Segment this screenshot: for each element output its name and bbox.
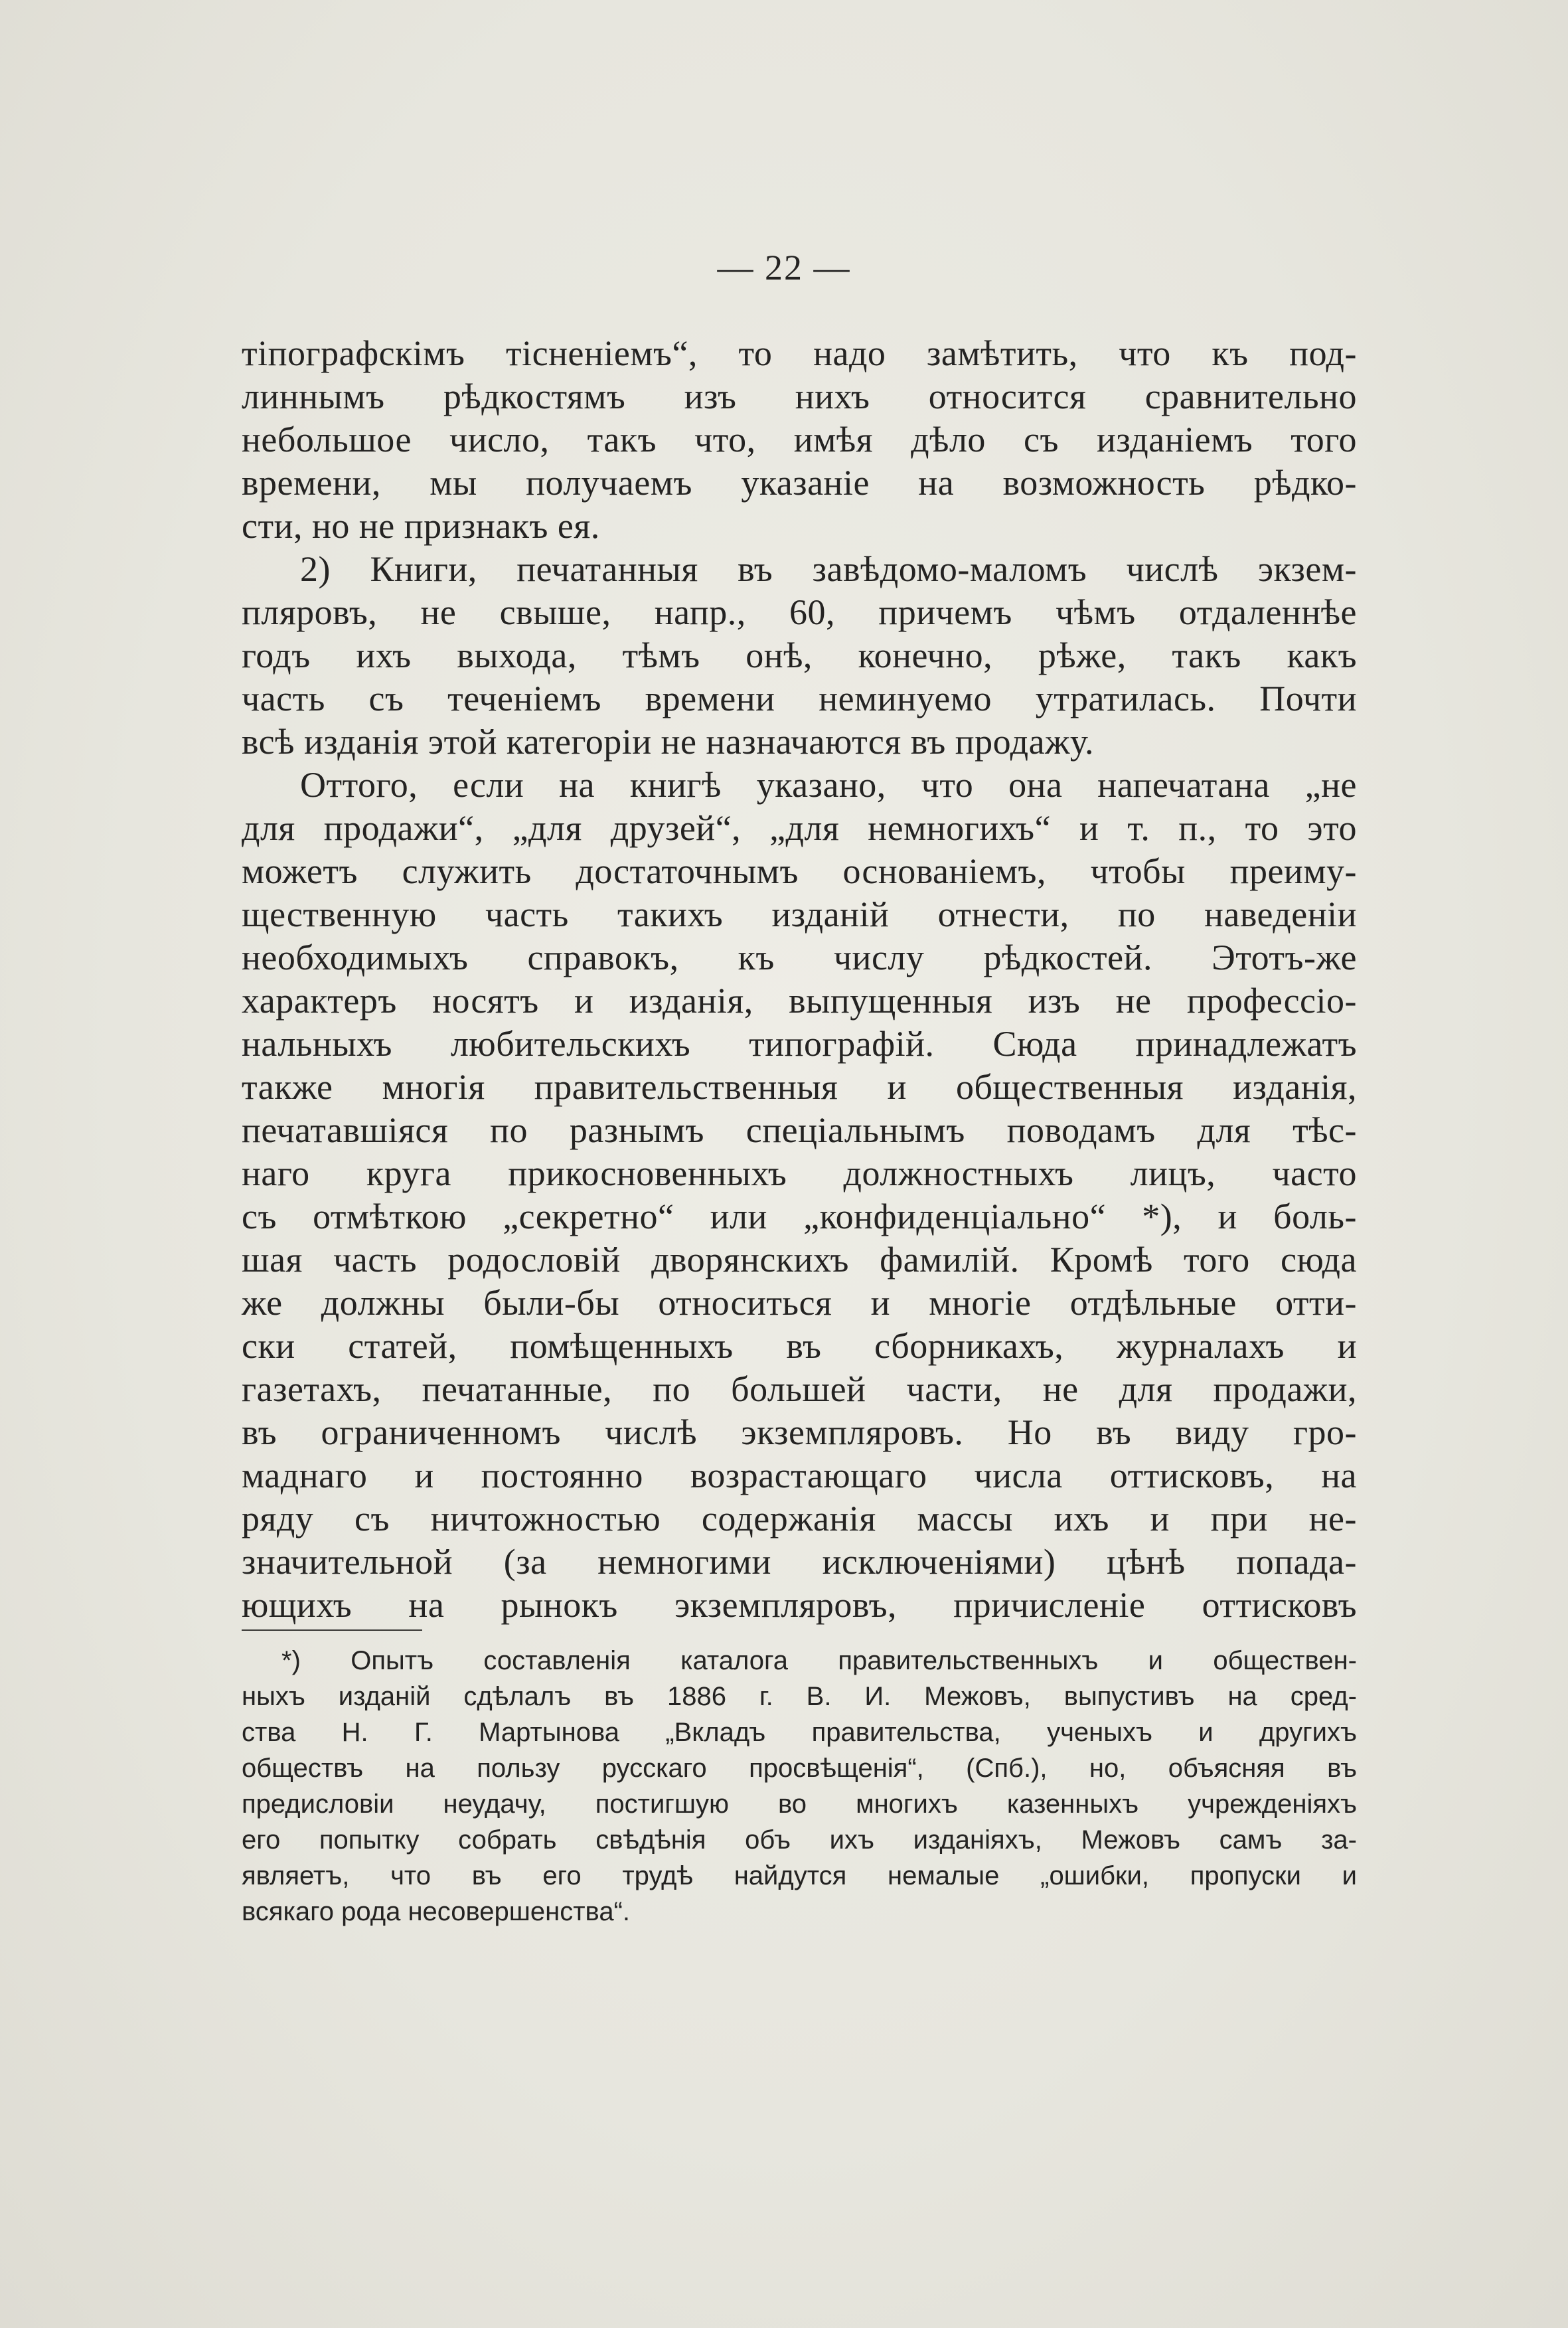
text-line: также многiя правительственныя и общественныя изданiя, [242,1067,1357,1107]
text-line: небольшое число, такъ что, имѣя дѣло съ изданiемъ того [242,420,1357,459]
footnote-line: обществъ на пользу русскаго просвѣщенiя“, (Спб.), но, объясняя въ [242,1754,1357,1783]
text-line: времени, мы получаемъ указанiе на возможность рѣдко- [242,463,1357,503]
text-line: щественную часть такихъ изданiй отнести, по наведенiи [242,894,1357,934]
footnote-line: его попытку собрать свѣдѣнiя объ ихъ изданiяхъ, Межовъ самъ за- [242,1825,1357,1855]
text-line: же должны были-бы относиться и многiе отдѣльные отти- [242,1283,1357,1323]
text-line: всѣ изданiя этой категорiи не назначаются въ продажу. [242,722,1094,762]
text-line: нальныхъ любительскихъ типографiй. Сюда принадлежатъ [242,1024,1357,1064]
text-line: съ отмѣткою „секретно“ или „конфиденцiально“ *), и боль- [242,1197,1357,1236]
footnote-separator [242,1629,422,1631]
page-number: — 22 — [717,248,851,288]
footnote-line: ства Н. Г. Мартынова „Вкладъ правительства, ученыхъ и другихъ [242,1718,1357,1747]
footnote-line: являетъ, что въ его трудѣ найдутся немалые „ошибки, пропуски и [242,1861,1357,1890]
footnote [242,1643,1357,1930]
text-line: наго круга прикосновенныхъ должностныхъ лицъ, часто [242,1153,1357,1193]
text-line: пляровъ, не свыше, напр., 60, причемъ чѣмъ отдаленнѣе [242,592,1357,632]
text-line: можетъ служить достаточнымъ основанiемъ, чтобы преиму- [242,851,1357,891]
text-line: Оттого, если на книгѣ указано, что она напечатана „не [300,765,1357,805]
text-line: ющихъ на рынокъ экземпляровъ, причисленiе оттисковъ [242,1585,1357,1625]
text-line: необходимыхъ справокъ, къ числу рѣдкостей. Этотъ-же [242,938,1357,977]
text-line: линнымъ рѣдкостямъ изъ нихъ относится сравнительно [242,376,1357,416]
text-line: ряду съ ничтожностью содержанiя массы ихъ и при не- [242,1499,1357,1538]
text-line: маднаго и постоянно возрастающаго числа оттисковъ, на [242,1455,1357,1495]
text-line: часть съ теченiемъ времени неминуемо утратилась. Почти [242,679,1357,718]
text-line: печатавшiяся по разнымъ спецiальнымъ поводамъ для тѣс- [242,1110,1357,1150]
text-line: сти, но не признакъ ея. [242,506,600,546]
main-text [242,332,1357,1627]
text-line: шая часть родословiй дворянскихъ фамилiй. Кромѣ того сюда [242,1240,1357,1280]
footnote-line: всякаго рода несовершенства“. [242,1897,631,1926]
text-line: газетахъ, печатанные, по большей части, не для продажи, [242,1369,1357,1409]
footnote-line: предисловiи неудачу, постигшую во многихъ казенныхъ учрежденiяхъ [242,1789,1357,1819]
text-line: характеръ носятъ и изданiя, выпущенныя изъ не профессiо- [242,981,1357,1021]
text-line: годъ ихъ выхода, тѣмъ онѣ, конечно, рѣже, такъ какъ [242,635,1357,675]
text-line: ски статей, помѣщенныхъ въ сборникахъ, журналахъ и [242,1326,1357,1366]
text-line: 2) Книги, печатанныя въ завѣдомо-маломъ числѣ экзем- [300,549,1357,589]
text-line: для продажи“, „для друзей“, „для немногихъ“ и т. п., то это [242,808,1357,848]
text-line: въ ограниченномъ числѣ экземпляровъ. Но въ виду гро- [242,1412,1357,1452]
text-line: тiпографскiмъ тiсненiемъ“, то надо замѣтить, что къ под- [242,333,1357,373]
text-line: значительной (за немногими исключенiями) цѣнѣ попада- [242,1542,1357,1582]
footnote-line: ныхъ изданiй сдѣлалъ въ 1886 г. В. И. Межовъ, выпустивъ на сред- [242,1682,1357,1711]
footnote-line: *) Опытъ составленiя каталога правительственныхъ и обществен- [281,1646,1357,1675]
